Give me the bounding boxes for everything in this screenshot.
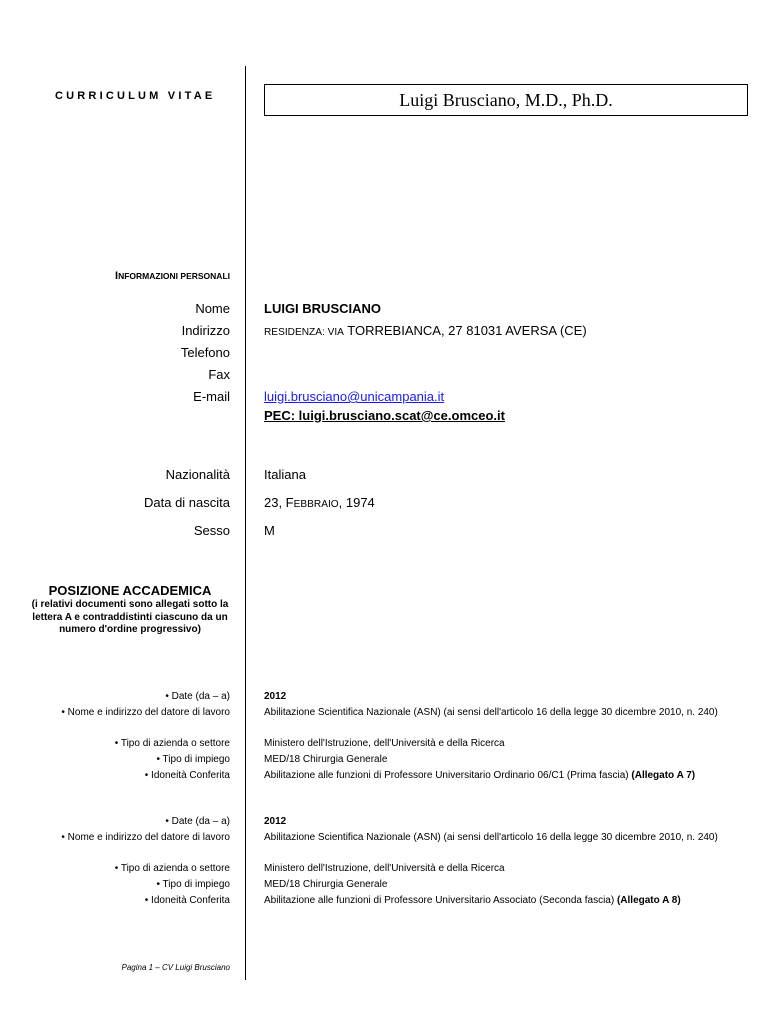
entry1-employer: Abilitazione Scientifica Nazionale (ASN) (ai sensi dell'articolo 16 della legge 30 dicembre 2010, n. 240) [264,707,718,718]
personal-info-heading-initial: I [115,270,119,282]
entry1-job-type: MED/18 Chirurgia Generale [264,754,388,765]
entry1-date: 2012 [264,691,287,702]
pec-email: PEC: luigi.brusciano.scat@ce.omceo.it [264,408,505,423]
entry2-allegato: (Allegato A 8) [616,895,681,906]
entry1-date-label: • Date (da – a) [165,691,230,702]
entry2-idoneita [264,894,719,907]
academic-heading: POSIZIONE ACCADEMICA [48,583,212,598]
entry2-date-label: • Date (da – a) [165,816,230,827]
entry1-company-type: Ministero dell'Istruzione, dell'Università e della Ricerca [264,738,505,749]
entry1-idoneita-label: • Idoneità Conferita [144,770,230,781]
fax-label: Fax [208,367,230,382]
sesso-label: Sesso [193,523,230,538]
entry2-job-type: MED/18 Chirurgia Generale [264,879,388,890]
academic-heading-block [30,583,230,637]
personal-info-heading-rest: NFORMAZIONI PERSONALI [118,271,230,281]
telefono-label: Telefono [180,345,230,360]
entry2-employer-label: • Nome e indirizzo del datore di lavoro [61,832,230,843]
entry1-allegato: (Allegato A 7) [631,770,696,781]
entry1-idoneita-text: Abilitazione alle funzioni di Professore Universitario Ordinario 06/C1 (Prima fascia) [264,770,632,781]
nascita-year: , 1974 [338,495,375,510]
entry2-idoneita-label: • Idoneità Conferita [144,895,230,906]
indirizzo-value [264,323,587,338]
entry1-idoneita [264,769,719,782]
entry2-job-type-label: • Tipo di impiego [156,879,230,890]
nascita-day: 23, F [264,495,294,510]
email-link[interactable]: luigi.brusciano@unicampania.it [264,389,445,404]
entry1-job-type-label: • Tipo di impiego [156,754,230,765]
entry2-company-type-label: • Tipo di azienda o settore [114,863,230,874]
nascita-value [264,495,375,510]
entry1-employer-label: • Nome e indirizzo del datore di lavoro [61,707,230,718]
page-footer: Pagina 1 – CV Luigi Brusciano [121,963,230,972]
nazionalita-value: Italiana [264,467,306,482]
vertical-divider [245,66,246,980]
entry1-company-type-label: • Tipo di azienda o settore [114,738,230,749]
entry2-company-type: Ministero dell'Istruzione, dell'Università e della Ricerca [264,863,505,874]
nome-label: Nome [195,301,230,316]
indirizzo-address: TORREBIANCA, 27 81031 AVERSA (CE) [343,323,587,338]
nascita-month: EBBRAIO [293,499,339,510]
cv-heading: CURRICULUM VITAE [55,90,216,102]
indirizzo-prefix: RESIDENZA: VIA [264,327,344,338]
personal-info-heading [115,270,230,282]
nazionalita-label: Nazionalità [165,467,230,482]
nome-value: LUIGI BRUSCIANO [264,301,381,316]
entry2-idoneita-text: Abilitazione alle funzioni di Professore Universitario Associato (Seconda fascia) [264,895,617,906]
entry2-date: 2012 [264,816,287,827]
academic-subtitle: (i relativi documenti sono allegati sotto la lettera A e contraddistinti ciascuno da un numero d'ordine progressivo) [31,599,229,635]
indirizzo-label: Indirizzo [181,323,230,338]
sesso-value: M [264,523,275,538]
nascita-label: Data di nascita [144,495,230,510]
email-label: E-mail [193,389,230,404]
name-title-box: Luigi Brusciano, M.D., Ph.D. [264,84,748,116]
entry2-employer: Abilitazione Scientifica Nazionale (ASN) (ai sensi dell'articolo 16 della legge 30 dicembre 2010, n. 240) [264,832,718,843]
